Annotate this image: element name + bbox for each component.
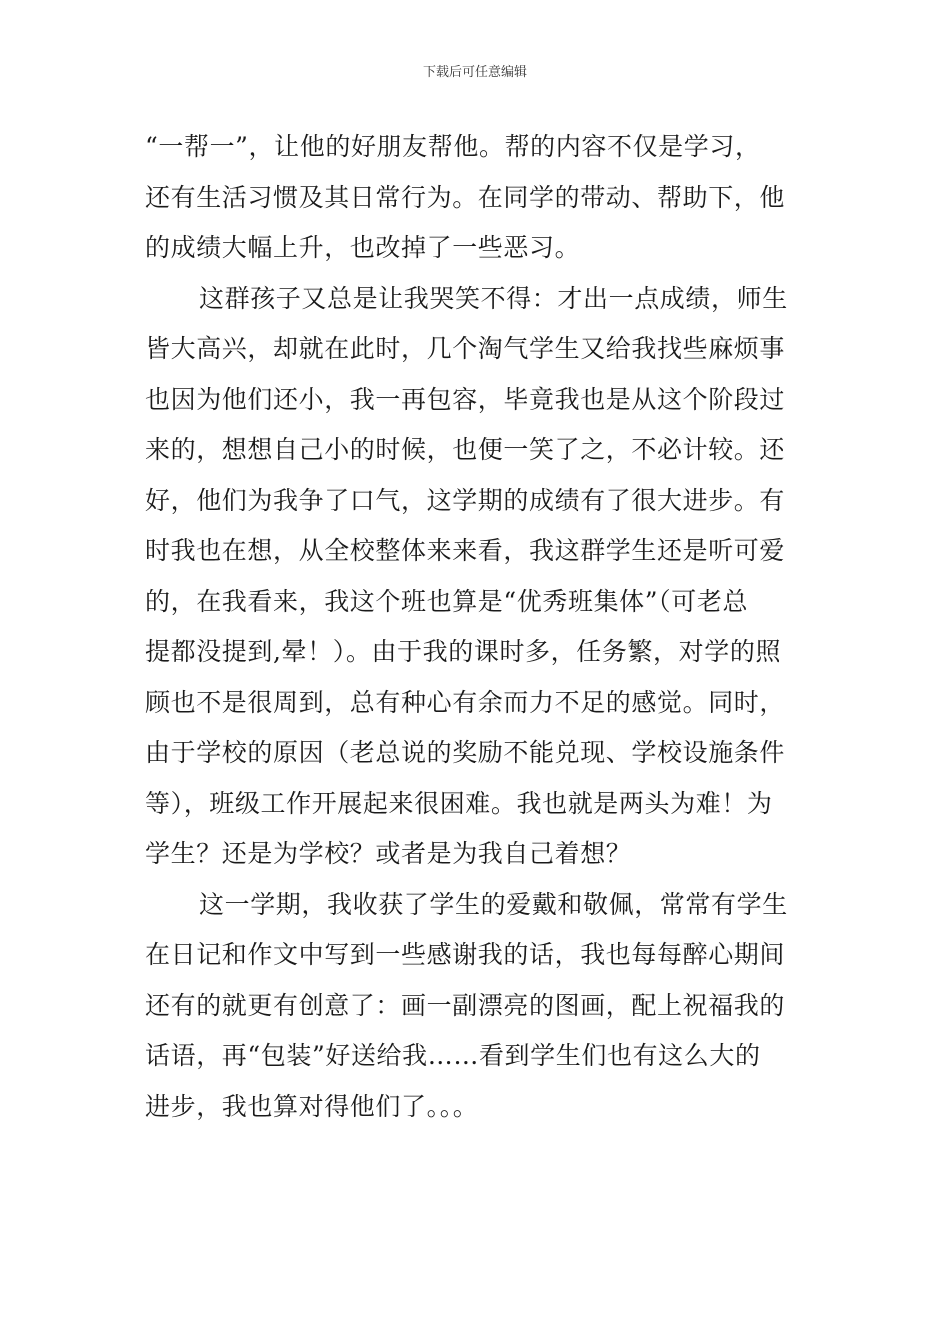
body-text [145, 122, 807, 1132]
text-line: 在日记和作文中写到一些感谢我的话，我也每每醉心期间 [145, 940, 786, 969]
text-line: 也因为他们还小，我一再包容，毕竟我也是从这个阶段过 [145, 384, 786, 414]
text-line: 的成绩大幅上升，也改掉了一些恶习。 [145, 233, 581, 262]
page-header: 下载后可任意编辑 [422, 65, 527, 80]
text-line: 还有的就更有创意了：画一副漂亮的图画，配上祝福我的 [145, 990, 786, 1020]
text-line: “一帮一”，让他的好朋友帮他。帮的内容不仅是学习， [145, 132, 761, 161]
text-line: 来的，想想自己小的时候，也便一笑了之，不必计较。还 [145, 435, 786, 464]
text-line: 学生？还是为学校？或者是为我自己着想？ [145, 839, 632, 868]
text-line: 还有生活习惯及其日常行为。在同学的带动、帮助下，他 [145, 182, 786, 212]
text-line: 进步，我也算对得他们了。。。 [145, 1091, 479, 1121]
text-line: 顾也不是很周到，总有种心有余而力不足的感觉。同时， [145, 687, 786, 717]
paragraph-1 [145, 122, 807, 274]
text-line: 话语，再“包装”好送给我……看到学生们也有这么大的 [145, 1041, 761, 1070]
paragraph-2 [145, 274, 807, 880]
text-line: 这一学期，我收获了学生的爱戴和敬佩，常常有学生 [199, 889, 788, 919]
text-line: 由于学校的原因（老总说的奖励不能兑现、学校设施条件 [145, 738, 786, 767]
text-line: 等），班级工作开展起来很困难。我也就是两头为难！为 [145, 788, 773, 818]
text-line: 时我也在想，从全校整体来来看，我这群学生还是听可爱 [145, 536, 786, 565]
text-line: 皆大高兴，却就在此时，几个淘气学生又给我找些麻烦事 [145, 334, 786, 363]
text-line: 的，在我看来，我这个班也算是“优秀班集体”（可老总 [145, 586, 749, 616]
text-line: 提都没提到,晕！）。由于我的课时多，任务繁，对学的照 [145, 637, 782, 666]
text-line: 好，他们为我争了口气，这学期的成绩有了很大进步。有 [145, 485, 786, 515]
paragraph-3 [145, 880, 807, 1133]
text-line: 这群孩子又总是让我哭笑不得：才出一点成绩，师生 [199, 283, 788, 313]
